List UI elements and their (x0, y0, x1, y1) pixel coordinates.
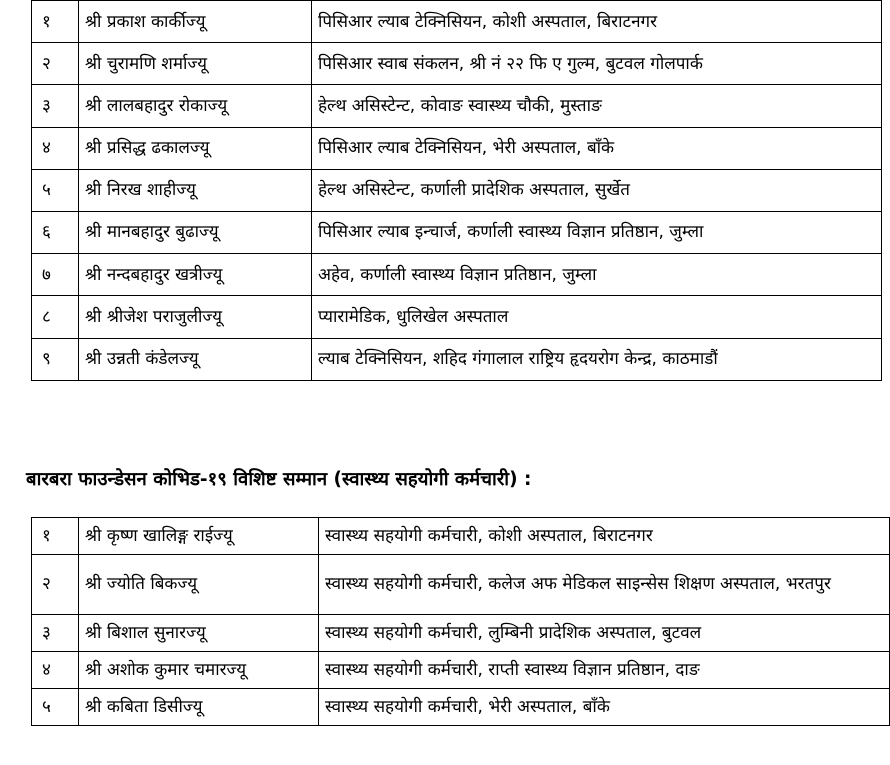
serial-number: ६ (32, 211, 79, 253)
honoree-role: स्वास्थ्य सहयोगी कर्मचारी, कोशी अस्पताल, बिराटनगर (319, 518, 890, 555)
table-row (32, 518, 890, 555)
honoree-role: पिसिआर ल्याब टेक्निसियन, कोशी अस्पताल, बिराटनगर (312, 1, 882, 43)
honoree-name: श्री निरख शाहीज्यू (79, 169, 312, 211)
table-row (32, 85, 882, 127)
honoree-name: श्री कृष्ण खालिङ्ग राईज्यू (79, 518, 319, 555)
honoree-name: श्री ज्योति बिकज्यू (79, 555, 319, 615)
table-row (32, 43, 882, 85)
serial-number: ४ (32, 652, 79, 689)
table-row (32, 211, 882, 253)
table-row (32, 615, 890, 652)
section-heading: बारबरा फाउन्डेसन कोभिड-१९ विशिष्ट सम्मान (स्वास्थ्य सहयोगी कर्मचारी) : (26, 469, 532, 490)
honoree-role: पिसिआर स्वाब संकलन, श्री नं २२ फि ए गुल्म, बुटवल गोलपार्क (312, 43, 882, 85)
serial-number: ७ (32, 254, 79, 296)
serial-number: ५ (32, 169, 79, 211)
honoree-name: श्री नन्दबहादुर खत्रीज्यू (79, 254, 312, 296)
serial-number: ८ (32, 296, 79, 338)
honoree-role: स्वास्थ्य सहयोगी कर्मचारी, राप्ती स्वास्थ्य विज्ञान प्रतिष्ठान, दाङ (319, 652, 890, 689)
honoree-name: श्री बिशाल सुनारज्यू (79, 615, 319, 652)
serial-number: १ (32, 518, 79, 555)
honoree-name: श्री लालबहादुर रोकाज्यू (79, 85, 312, 127)
honoree-table-lab-staff (31, 0, 882, 381)
table-row (32, 127, 882, 169)
table-row (32, 555, 890, 615)
table-row (32, 169, 882, 211)
table-row (32, 689, 890, 726)
honoree-name: श्री अशोक कुमार चमारज्यू (79, 652, 319, 689)
serial-number: ३ (32, 615, 79, 652)
serial-number: ९ (32, 338, 79, 380)
honoree-role: अहेव, कर्णाली स्वास्थ्य विज्ञान प्रतिष्ठान, जुम्ला (312, 254, 882, 296)
honoree-name: श्री प्रसिद्ध ढकालज्यू (79, 127, 312, 169)
serial-number: १ (32, 1, 79, 43)
honoree-name: श्री चुरामणि शर्माज्यू (79, 43, 312, 85)
honoree-role: स्वास्थ्य सहयोगी कर्मचारी, भेरी अस्पताल, बाँके (319, 689, 890, 726)
serial-number: ४ (32, 127, 79, 169)
honoree-name: श्री कबिता डिसीज्यू (79, 689, 319, 726)
table-row (32, 296, 882, 338)
honoree-role: हेल्थ असिस्टेन्ट, कर्णाली प्रादेशिक अस्पताल, सुर्खेत (312, 169, 882, 211)
serial-number: २ (32, 43, 79, 85)
honoree-name: श्री मानबहादुर बुढाज्यू (79, 211, 312, 253)
serial-number: २ (32, 555, 79, 615)
honoree-name: श्री उन्नती कंडेलज्यू (79, 338, 312, 380)
honoree-role: पिसिआर ल्याब इन्चार्ज, कर्णाली स्वास्थ्य विज्ञान प्रतिष्ठान, जुम्ला (312, 211, 882, 253)
honoree-role: ल्याब टेक्निसियन, शहिद गंगालाल राष्ट्रिय हृदयरोग केन्द्र, काठमाडौं (312, 338, 882, 380)
honoree-role: प्यारामेडिक, धुलिखेल अस्पताल (312, 296, 882, 338)
table-row (32, 1, 882, 43)
honoree-name: श्री प्रकाश कार्कीज्यू (79, 1, 312, 43)
honoree-role: हेल्थ असिस्टेन्ट, कोवाङ स्वास्थ्य चौकी, मुस्ताङ (312, 85, 882, 127)
honoree-name: श्री श्रीजेश पराजुलीज्यू (79, 296, 312, 338)
honoree-role: स्वास्थ्य सहयोगी कर्मचारी, लुम्बिनी प्रादेशिक अस्पताल, बुटवल (319, 615, 890, 652)
honoree-role: पिसिआर ल्याब टेक्निसियन, भेरी अस्पताल, बाँके (312, 127, 882, 169)
table-row (32, 254, 882, 296)
serial-number: ३ (32, 85, 79, 127)
honoree-role: स्वास्थ्य सहयोगी कर्मचारी, कलेज अफ मेडिकल साइन्सेस शिक्षण अस्पताल, भरतपुर (319, 555, 890, 615)
table-row (32, 338, 882, 380)
honoree-table-support-staff (31, 517, 890, 726)
serial-number: ५ (32, 689, 79, 726)
table-row (32, 652, 890, 689)
